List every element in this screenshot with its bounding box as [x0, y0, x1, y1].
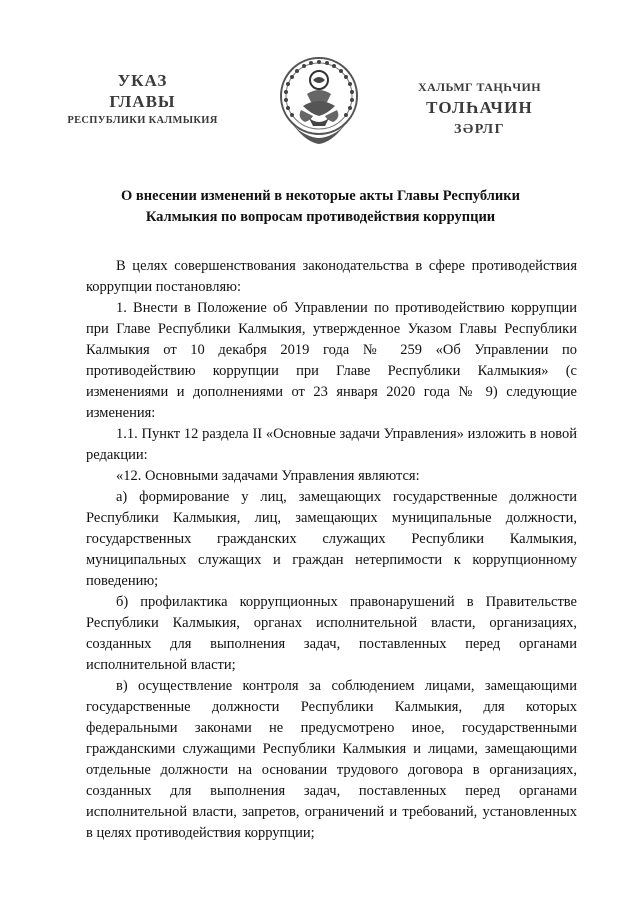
header-left-block [55, 72, 230, 128]
republic-label: РЕСПУБЛИКИ КАЛМЫКИЯ [67, 115, 218, 126]
title-line-1: О внесении изменений в некоторые акты Главы Республики [121, 188, 520, 204]
paragraph-sub-b: б) профилактика коррупционных правонарушений в Правительстве Республики Калмыкия, органах исполнительной власти, организациях, созданных для выполнения задач, поставленных перед органами исполнительной власти; [86, 594, 577, 673]
paragraph-item-12: «12. Основными задачами Управления являются: [116, 468, 420, 484]
title-line-2: Калмыкия по вопросам противодействия коррупции [145, 209, 496, 225]
document-body [86, 256, 577, 844]
kalmyk-republic-label: ХАЛЬМГ ТАҢҺЧИН [418, 80, 541, 94]
head-label: ГЛАВЫ [109, 92, 176, 111]
paragraph-sub-v: в) осуществление контроля за соблюдением лицами, замещающими государственные должности Республики Калмыкия, для которых федеральными законами не предусмотрено иное, государственными гражданскими служащими Республики Калмыкия и лицами, замещающими отдельные должности на основании трудового договора в организациях, созданных для выполнения задач, поставленных перед органами исполнительной власти, запретов, ограничений и требований, установленных в целях противодействия коррупции; [86, 678, 577, 841]
kalmyk-decree-label: ЗӘРЛГ [453, 122, 506, 137]
kalmyk-head-label: ТОЛҺАЧИН [426, 98, 533, 117]
paragraph-sub-a: а) формирование у лиц, замещающих государственные должности Республики Калмыкия, лиц, замещающих муниципальные должности, государственных гражданских служащих Республики Калмыкия, муниципальных служащих и граждан нетерпимости к коррупционному поведению; [86, 489, 577, 589]
paragraph-item-1-1: 1.1. Пункт 12 раздела II «Основные задачи Управления» изложить в новой редакции: [86, 426, 577, 463]
paragraph-preamble: В целях совершенствования законодательства в сфере противодействия коррупции постановляю: [86, 258, 577, 295]
document-title [92, 186, 549, 228]
header-right-block [372, 80, 587, 138]
paragraph-item-1: 1. Внести в Положение об Управлении по противодействию коррупции при Главе Республики Калмыкия, утвержденное Указом Главы Республики Калмыкия от 10 декабря 2019 года № 259 «Об Управлении по противодействию коррупции при Главе Республики Калмыкия» (с изменениями и дополнениями от 23 января 2020 года № 9) следующие изменения: [86, 300, 577, 421]
kalmykia-coat-of-arms-icon [277, 56, 361, 148]
decree-label: УКАЗ [117, 71, 168, 90]
